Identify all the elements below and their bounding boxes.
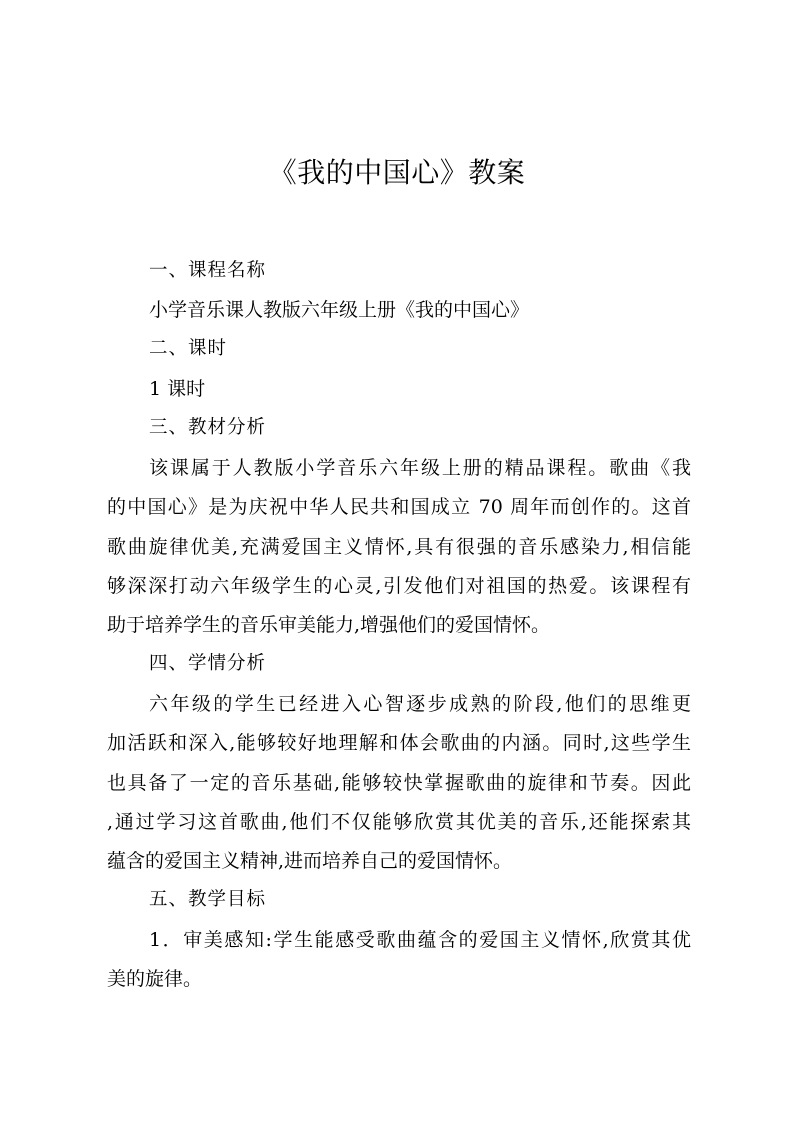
- paragraph-line: ,通过学习这首歌曲,他们不仅能够欣赏其优美的音乐,还能探索其: [107, 811, 691, 833]
- paragraph-line: 加活跃和深入,能够较好地理解和体会歌曲的内涵。同时,这些学生: [107, 732, 691, 754]
- paragraph-line: 该课属于人教版小学音乐六年级上册的精品课程。歌曲《我: [149, 457, 691, 479]
- paragraph-line: 美的旋律。: [107, 968, 203, 990]
- section-heading-course-name: 一、课程名称: [149, 260, 267, 281]
- paragraph-line: 歌曲旋律优美,充满爱国主义情怀,具有很强的音乐感染力,相信能: [107, 536, 691, 558]
- paragraph-line: 六年级的学生已经进入心智逐步成熟的阶段,他们的思维更: [149, 693, 691, 715]
- paragraph-line: 助于培养学生的音乐审美能力,增强他们的爱国情怀。: [107, 614, 551, 636]
- paragraph-line: 蕴含的爱国主义精神,进而培养自己的爱国情怀。: [107, 850, 513, 872]
- section-heading-class-hours: 二、课时: [149, 338, 228, 359]
- paragraph-line: 的中国心》是为庆祝中华人民共和国成立 70 周年而创作的。这首: [107, 496, 691, 518]
- document-title: 《我的中国心》教案: [268, 156, 526, 189]
- paragraph-line: 也具备了一定的音乐基础,能够较快掌握歌曲的旋律和节奏。因此: [107, 772, 691, 794]
- course-name-text: 小学音乐课人教版六年级上册《我的中国心》: [149, 299, 530, 321]
- paragraph-line: 够深深打动六年级学生的心灵,引发他们对祖国的热爱。该课程有: [107, 575, 691, 597]
- section-heading-student-analysis: 四、学情分析: [149, 653, 267, 674]
- paragraph-line: 1．审美感知:学生能感受歌曲蕴含的爱国主义情怀,欣赏其优: [149, 929, 691, 951]
- class-hours-text: 1 课时: [149, 378, 206, 400]
- section-heading-teaching-goals: 五、教学目标: [149, 889, 267, 910]
- section-heading-textbook-analysis: 三、教材分析: [149, 417, 267, 438]
